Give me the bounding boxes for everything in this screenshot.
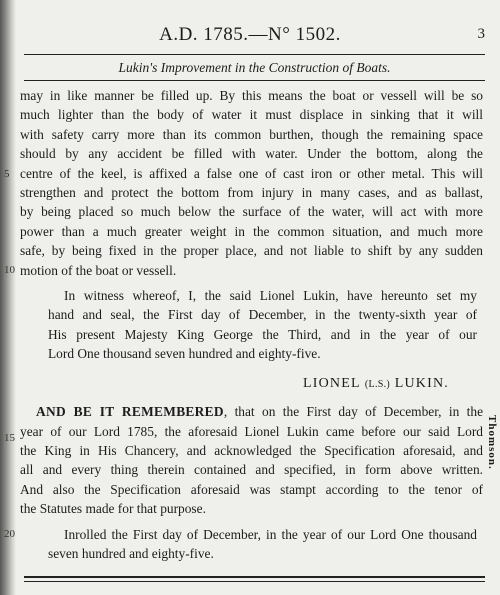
text-line: motion of the boat or vessell.	[20, 262, 177, 278]
specification-paragraph	[20, 86, 483, 280]
seal-mark: (L.S.)	[364, 378, 391, 390]
line-number: 10	[4, 264, 15, 276]
text-line: by being placed so much below the surface of the water, will act with more	[20, 204, 483, 220]
subtitle-rule	[24, 80, 485, 81]
text-line: safe, by being fixed in the proper place, and not liable to shift by any sudden	[20, 243, 483, 259]
text-line: year of our Lord 1785, the aforesaid Lionel Lukin came before our said Lord	[20, 423, 483, 439]
signature-first-name: LIONEL	[302, 375, 361, 391]
text-line: the King in His Chancery, and acknowledged the Specification aforesaid, and	[20, 442, 483, 458]
enrolment-paragraph	[20, 402, 483, 518]
margin-sidenote: Thomson.	[486, 415, 498, 470]
signature-last-name: LUKIN.	[394, 375, 449, 391]
header-rule	[24, 54, 485, 55]
text-line: with safety carry more than its common burthen, though the remaining space	[20, 126, 483, 142]
text-line-rest: , that on the First day of December, in the	[223, 404, 484, 420]
book-spine-shadow	[0, 0, 16, 595]
remembered-lead: AND BE IT REMEMBERED	[36, 404, 224, 420]
text-line: In witness whereof, I, the said Lionel Lukin, have hereunto set my	[64, 288, 477, 304]
witness-paragraph	[20, 286, 483, 364]
text-line: seven hundred and eighty-five.	[48, 545, 214, 561]
text-line: centre of the keel, is affixed a false one of cast iron or other metal. This will	[20, 165, 483, 181]
text-line: hand and seal, the First day of December, in the twenty-sixth year of	[48, 307, 477, 323]
line-number: 15	[4, 432, 15, 444]
text-line: power than a much greater weight in the common situation, and much more	[20, 223, 483, 239]
footer-rule	[24, 576, 485, 578]
text-line	[20, 402, 483, 421]
page-number: 3	[477, 26, 485, 42]
signature	[20, 374, 483, 394]
footer-rule-thin	[24, 581, 485, 582]
text-line: His present Majesty King George the Third, and in the year of our	[48, 326, 477, 342]
inrolled-paragraph	[20, 525, 483, 564]
document-body	[20, 86, 483, 563]
page-header-title: A.D. 1785.—N° 1502.	[159, 24, 341, 45]
text-line: all and every thing therein contained and specified, in form above written.	[20, 462, 483, 478]
text-line: the Statutes made for that purpose.	[20, 501, 206, 517]
line-number: 5	[4, 168, 10, 180]
text-line: should by any accident be filled with water. Under the bottom, along the	[20, 146, 483, 162]
page-subtitle: Lukin's Improvement in the Construction of Boats.	[118, 60, 391, 75]
text-line: And also the Specification aforesaid was stampt according to the tenor of	[20, 481, 483, 497]
text-line: strengthen and protect the bottom from injury in many cases, and as ballast,	[20, 185, 483, 201]
text-line: Lord One thousand seven hundred and eighty-five.	[48, 346, 321, 362]
text-line: much lighter than the body of water it must displace in sinking that it will	[20, 107, 483, 123]
text-line: Inrolled the First day of December, in the year of our Lord One thousand	[64, 526, 477, 542]
text-line: may in like manner be filled up. By this means the boat or vessell will be so	[20, 88, 483, 103]
line-number: 20	[4, 528, 15, 540]
